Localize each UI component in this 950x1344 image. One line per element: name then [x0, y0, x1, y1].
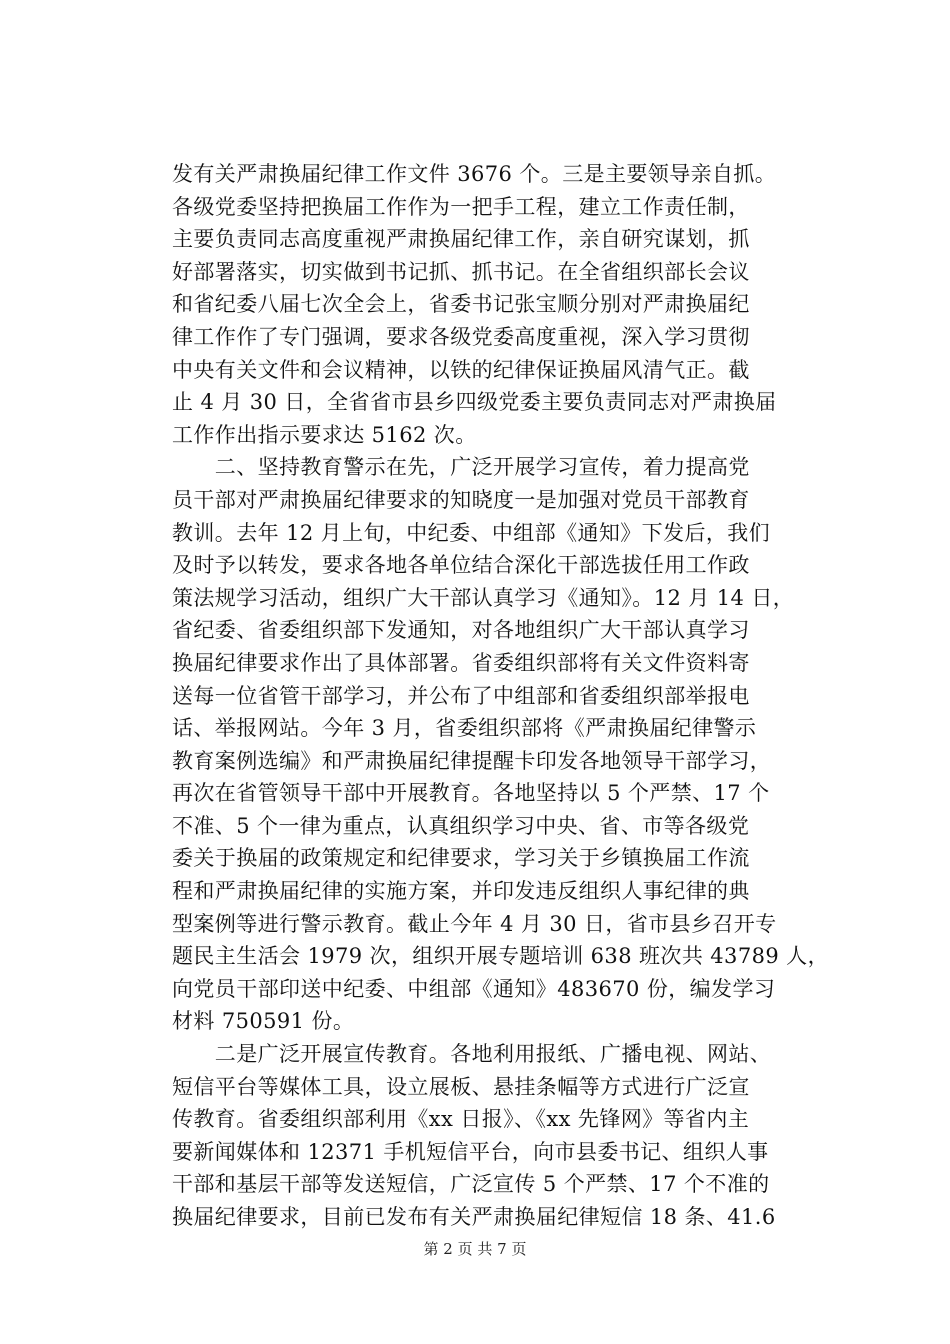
- text-line: 题民主生活会 1979 次，组织开展专题培训 638 班次共 43789 人，: [172, 944, 829, 969]
- text-line: 及时予以转发，要求各地各单位结合深化干部选拔任用工作政: [172, 553, 750, 578]
- text-line: 工作作出指示要求达 5162 次。: [172, 422, 477, 447]
- text-line: 干部和基层干部等发送短信，广泛宣传 5 个严禁、17 个不准的: [172, 1172, 770, 1197]
- text-line: 员干部对严肃换届纪律要求的知晓度一是加强对党员干部教育: [172, 487, 750, 512]
- text-line: 传教育。省委组织部利用《xx 日报》、《xx 先锋网》等省内主: [172, 1107, 750, 1132]
- text-line: 向党员干部印送中纪委、中组部《通知》483670 份，编发学习: [172, 976, 776, 1001]
- text-line: 短信平台等媒体工具，设立展板、悬挂条幅等方式进行广泛宣: [172, 1074, 750, 1099]
- text-line: 送每一位省管干部学习，并公布了中组部和省委组织部举报电: [172, 683, 750, 708]
- page-footer: 第 2 页 共 7 页: [423, 1240, 527, 1258]
- text-line: 各级党委坚持把换届工作作为一把手工程，建立工作责任制，: [172, 194, 750, 219]
- text-line: 好部署落实，切实做到书记抓、抓书记。在全省组织部长会议: [172, 259, 750, 284]
- text-line: 材料 750591 份。: [172, 1009, 355, 1034]
- text-line: 二是广泛开展宣传教育。各地利用报纸、广播电视、网站、: [172, 1042, 772, 1067]
- text-line: 主要负责同志高度重视严肃换届纪律工作，亲自研究谋划，抓: [172, 227, 750, 252]
- body-text: [172, 158, 836, 1234]
- text-line: 二、坚持教育警示在先，广泛开展学习宣传，着力提高党: [172, 455, 750, 480]
- text-line: 教训。去年 12 月上旬，中纪委、中组部《通知》下发后，我们: [172, 520, 771, 545]
- text-line: 话、举报网站。今年 3 月，省委组织部将《严肃换届纪律警示: [172, 716, 757, 741]
- text-line: 发有关严肃换届纪律工作文件 3676 个。三是主要领导亲自抓。: [172, 162, 777, 186]
- text-line: 律工作作了专门强调，要求各级党委高度重视，深入学习贯彻: [172, 324, 750, 349]
- text-line: 省纪委、省委组织部下发通知，对各地组织广大干部认真学习: [172, 618, 750, 643]
- text-line: 委关于换届的政策规定和纪律要求，学习关于乡镇换届工作流: [172, 846, 750, 871]
- text-line: 止 4 月 30 日，全省省市县乡四级党委主要负责同志对严肃换届: [172, 390, 777, 415]
- text-line: 换届纪律要求，目前已发布有关严肃换届纪律短信 18 条、41.6: [172, 1205, 776, 1229]
- text-line: 型案例等进行警示教育。截止今年 4 月 30 日，省市县乡召开专: [172, 911, 777, 936]
- text-line: 换届纪律要求作出了具体部署。省委组织部将有关文件资料寄: [172, 650, 750, 675]
- text-line: 再次在省管领导干部中开展教育。各地坚持以 5 个严禁、17 个: [172, 781, 770, 806]
- text-line: 教育案例选编》和严肃换届纪律提醒卡印发各地领导干部学习，: [172, 748, 772, 773]
- text-line: 不准、5 个一律为重点，认真组织学习中央、省、市等各级党: [172, 813, 750, 838]
- text-line: 中央有关文件和会议精神，以铁的纪律保证换届风清气正。截: [172, 357, 750, 382]
- text-line: 策法规学习活动，组织广大干部认真学习《通知》。12 月 14 日，: [172, 585, 795, 610]
- text-line: 和省纪委八届七次全会上，省委书记张宝顺分别对严肃换届纪: [172, 292, 750, 317]
- text-line: 要新闻媒体和 12371 手机短信平台，向市县委书记、组织人事: [172, 1139, 769, 1164]
- text-line: 程和严肃换届纪律的实施方案，并印发违反组织人事纪律的典: [172, 879, 750, 904]
